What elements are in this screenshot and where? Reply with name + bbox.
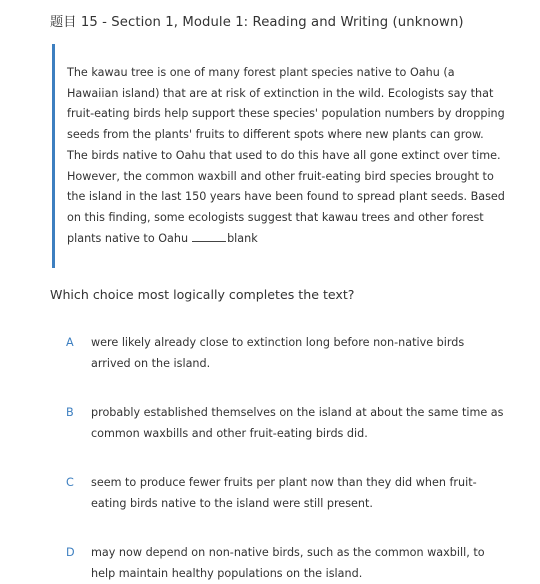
blank-label: blank bbox=[227, 231, 258, 245]
choice-letter-a: A bbox=[66, 336, 74, 349]
choice-b[interactable] bbox=[66, 402, 506, 444]
answer-blank bbox=[192, 231, 226, 242]
choice-letter-c: C bbox=[66, 476, 74, 489]
question-prompt: Which choice most logically completes the text? bbox=[50, 287, 355, 302]
choice-text-d: may now depend on non-native birds, such as the common waxbill, to help maintain healthy populations on the island. bbox=[91, 546, 485, 580]
choice-letter-d: D bbox=[66, 546, 75, 559]
choice-a[interactable] bbox=[66, 332, 506, 374]
choice-d[interactable] bbox=[66, 542, 506, 584]
passage-panel bbox=[52, 44, 512, 268]
choice-text-c: seem to produce fewer fruits per plant now than they did when fruit-eating birds native to the island were still present. bbox=[91, 476, 477, 510]
question-header: 题目 15 - Section 1, Module 1: Reading and Writing (unknown) bbox=[50, 15, 464, 30]
passage-text bbox=[67, 63, 507, 249]
choice-letter-b: B bbox=[66, 406, 74, 419]
passage-body: The kawau tree is one of many forest plant species native to Oahu (a Hawaiian island) that are at risk of extinction in the wild. Ecologists say that fruit-eating birds help support these species' population numbers by dropping seeds from the plants' fruits to different spots where new plants can grow. The birds native to Oahu that used to do this have all gone extinct over time. However, the common waxbill and other fruit-eating bird species brought to the island in the last 150 years have been found to spread plant seeds. Based on this finding, some ecologists suggest that kawau trees and other forest plants native to Oahu bbox=[67, 66, 505, 245]
choice-c[interactable] bbox=[66, 472, 506, 514]
choice-text-b: probably established themselves on the island at about the same time as common waxbills and other fruit-eating birds did. bbox=[91, 406, 504, 440]
choice-text-a: were likely already close to extinction long before non-native birds arrived on the island. bbox=[91, 336, 465, 370]
